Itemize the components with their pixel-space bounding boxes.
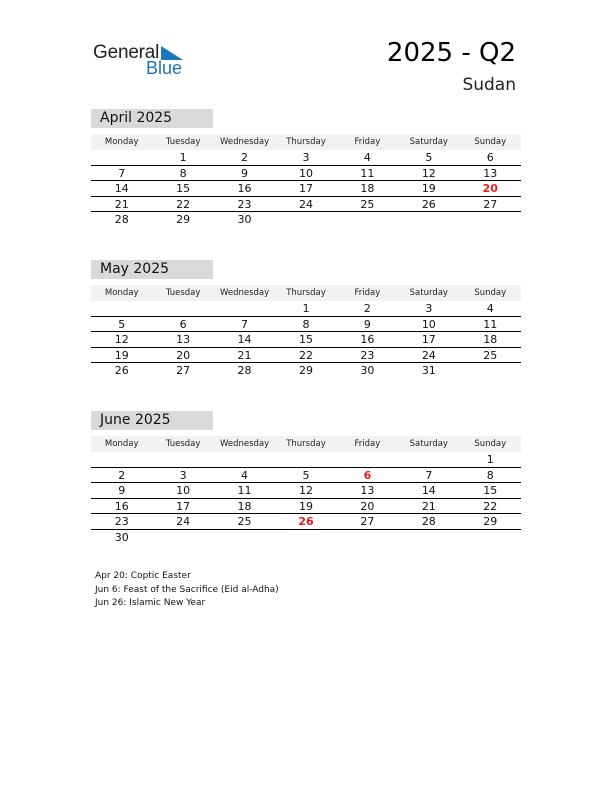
weekday-label: Friday <box>354 288 381 298</box>
day-cell: 4 <box>241 468 249 482</box>
weekday-label: Monday <box>104 288 139 298</box>
empty-day-cell <box>91 150 152 165</box>
week-row <box>91 301 521 317</box>
day-cell: 13 <box>176 333 191 346</box>
quarter-title: 2025 - Q2 <box>386 38 516 68</box>
day-cell: 13 <box>483 166 498 180</box>
day-cell: 14 <box>421 484 436 497</box>
month-title: April 2025 <box>91 109 213 128</box>
weekday-label: Tuesday <box>165 439 201 449</box>
day-cell: 10 <box>298 166 313 180</box>
empty-day-cell <box>214 530 275 546</box>
day-cell: 25 <box>483 348 498 362</box>
day-cell: 20 <box>482 182 498 195</box>
day-cell: 17 <box>176 499 191 513</box>
week-row <box>91 181 521 197</box>
day-cell: 11 <box>360 166 375 180</box>
day-cell: 11 <box>237 484 252 497</box>
day-cell: 13 <box>360 484 375 497</box>
empty-day-cell <box>275 212 336 228</box>
weekday-label: Wednesday <box>219 288 270 298</box>
day-cell: 25 <box>237 515 252 528</box>
day-cell: 6 <box>363 468 372 482</box>
day-cell: 29 <box>298 364 313 377</box>
empty-day-cell <box>337 452 398 467</box>
weekday-header-row <box>91 436 521 452</box>
empty-day-cell <box>337 212 398 228</box>
day-cell: 15 <box>176 182 191 195</box>
logo-text-blue: Blue <box>146 58 183 78</box>
week-row <box>91 363 521 379</box>
day-cell: 20 <box>360 499 375 513</box>
day-cell: 24 <box>176 515 191 528</box>
month-title: May 2025 <box>91 260 213 279</box>
empty-day-cell <box>398 212 459 228</box>
weekday-header-row <box>91 285 521 301</box>
day-cell: 14 <box>114 182 129 195</box>
day-cell: 29 <box>483 515 498 528</box>
day-cell: 31 <box>421 364 436 377</box>
day-cell: 12 <box>421 166 436 180</box>
country-name: Sudan <box>462 75 516 95</box>
weekday-header-row <box>91 134 521 150</box>
weekday-label: Thursday <box>286 288 326 298</box>
day-cell: 19 <box>298 499 313 513</box>
day-cell: 2 <box>363 302 371 315</box>
day-cell: 26 <box>298 515 314 528</box>
weekday-label: Wednesday <box>219 439 270 449</box>
weekday-label: Saturday <box>409 137 448 147</box>
weekday-label: Thursday <box>286 137 326 147</box>
day-cell: 17 <box>298 182 313 195</box>
day-cell: 8 <box>302 317 310 331</box>
logo-text-general: General <box>93 42 160 63</box>
day-cell: 19 <box>114 348 129 362</box>
holiday-note: Jun 6: Feast of the Sacrifice (Eid al-Adha) <box>95 584 279 595</box>
generalblue-logo <box>93 42 193 78</box>
day-cell: 25 <box>360 197 375 211</box>
day-cell: 16 <box>360 333 375 346</box>
day-cell: 8 <box>179 166 187 180</box>
day-cell: 10 <box>176 484 191 497</box>
day-cell: 26 <box>114 364 129 377</box>
day-cell: 6 <box>486 151 494 164</box>
day-cell: 17 <box>421 333 436 346</box>
empty-day-cell <box>460 363 521 379</box>
day-cell: 15 <box>298 333 313 346</box>
day-cell: 12 <box>298 484 313 497</box>
day-cell: 18 <box>360 182 375 195</box>
weekday-label: Saturday <box>409 439 448 449</box>
day-cell: 22 <box>176 197 191 211</box>
day-cell: 2 <box>118 468 126 482</box>
day-cell: 6 <box>179 317 187 331</box>
day-cell: 22 <box>483 499 498 513</box>
empty-day-cell <box>214 452 275 467</box>
day-cell: 5 <box>118 317 126 331</box>
day-cell: 9 <box>118 484 126 497</box>
day-cell: 2 <box>241 151 249 164</box>
month-calendar <box>91 260 521 379</box>
day-cell: 23 <box>360 348 375 362</box>
empty-day-cell <box>91 452 152 467</box>
day-cell: 8 <box>486 468 494 482</box>
empty-day-cell <box>214 301 275 316</box>
day-cell: 22 <box>298 348 313 362</box>
week-row <box>91 166 521 182</box>
week-row <box>91 332 521 348</box>
weekday-label: Sunday <box>474 439 507 449</box>
week-row <box>91 468 521 484</box>
weekday-label: Sunday <box>474 288 507 298</box>
day-cell: 1 <box>486 453 494 466</box>
empty-day-cell <box>152 530 213 546</box>
weekday-label: Tuesday <box>165 137 201 147</box>
day-cell: 5 <box>302 468 310 482</box>
weekday-label: Saturday <box>409 288 448 298</box>
day-cell: 26 <box>421 197 436 211</box>
day-cell: 28 <box>421 515 436 528</box>
day-cell: 19 <box>421 182 436 195</box>
day-cell: 18 <box>483 333 498 346</box>
day-cell: 15 <box>483 484 498 497</box>
empty-day-cell <box>460 530 521 546</box>
day-cell: 21 <box>114 197 129 211</box>
empty-day-cell <box>152 452 213 467</box>
day-cell: 9 <box>363 317 371 331</box>
day-cell: 10 <box>421 317 436 331</box>
day-cell: 28 <box>114 213 129 226</box>
day-cell: 24 <box>298 197 313 211</box>
day-cell: 30 <box>237 213 252 226</box>
week-row <box>91 530 521 546</box>
day-cell: 27 <box>176 364 191 377</box>
empty-day-cell <box>460 212 521 228</box>
day-cell: 4 <box>363 151 371 164</box>
week-row <box>91 317 521 333</box>
weekday-label: Friday <box>354 439 381 449</box>
empty-day-cell <box>398 452 459 467</box>
day-cell: 3 <box>425 302 433 315</box>
empty-day-cell <box>91 301 152 316</box>
day-cell: 21 <box>237 348 252 362</box>
day-cell: 30 <box>360 364 375 377</box>
day-cell: 3 <box>179 468 187 482</box>
day-cell: 4 <box>486 302 494 315</box>
week-row <box>91 499 521 515</box>
weekday-label: Thursday <box>286 439 326 449</box>
day-cell: 23 <box>237 197 252 211</box>
day-cell: 12 <box>114 333 129 346</box>
day-cell: 1 <box>179 151 187 164</box>
week-row <box>91 348 521 364</box>
day-cell: 20 <box>176 348 191 362</box>
day-cell: 24 <box>421 348 436 362</box>
day-cell: 27 <box>483 197 498 211</box>
empty-day-cell <box>398 530 459 546</box>
day-cell: 9 <box>241 166 249 180</box>
day-cell: 1 <box>302 302 310 315</box>
day-cell: 27 <box>360 515 375 528</box>
weekday-label: Monday <box>104 137 139 147</box>
week-row <box>91 514 521 530</box>
weekday-label: Wednesday <box>219 137 270 147</box>
holiday-notes <box>95 570 279 611</box>
empty-day-cell <box>337 530 398 546</box>
weekday-label: Monday <box>104 439 139 449</box>
week-row <box>91 197 521 213</box>
holiday-note: Apr 20: Coptic Easter <box>95 571 191 581</box>
holiday-note: Jun 26: Islamic New Year <box>95 598 206 608</box>
empty-day-cell <box>152 301 213 316</box>
week-row <box>91 212 521 228</box>
day-cell: 18 <box>237 499 252 513</box>
day-cell: 5 <box>425 151 433 164</box>
day-cell: 23 <box>114 515 129 528</box>
week-row <box>91 150 521 166</box>
weekday-label: Sunday <box>474 137 507 147</box>
day-cell: 7 <box>425 468 433 482</box>
empty-day-cell <box>275 530 336 546</box>
weekday-label: Friday <box>354 137 381 147</box>
day-cell: 3 <box>302 151 310 164</box>
day-cell: 11 <box>483 317 498 331</box>
month-calendar <box>91 109 521 228</box>
week-row <box>91 452 521 468</box>
month-title: June 2025 <box>91 411 213 430</box>
week-row <box>91 483 521 499</box>
day-cell: 7 <box>241 317 249 331</box>
day-cell: 28 <box>237 364 252 377</box>
day-cell: 7 <box>118 166 126 180</box>
day-cell: 16 <box>114 499 129 513</box>
weekday-label: Tuesday <box>165 288 201 298</box>
day-cell: 21 <box>421 499 436 513</box>
month-calendar <box>91 411 521 545</box>
day-cell: 29 <box>176 213 191 226</box>
day-cell: 30 <box>114 530 129 544</box>
day-cell: 14 <box>237 333 252 346</box>
day-cell: 16 <box>237 182 252 195</box>
empty-day-cell <box>275 452 336 467</box>
